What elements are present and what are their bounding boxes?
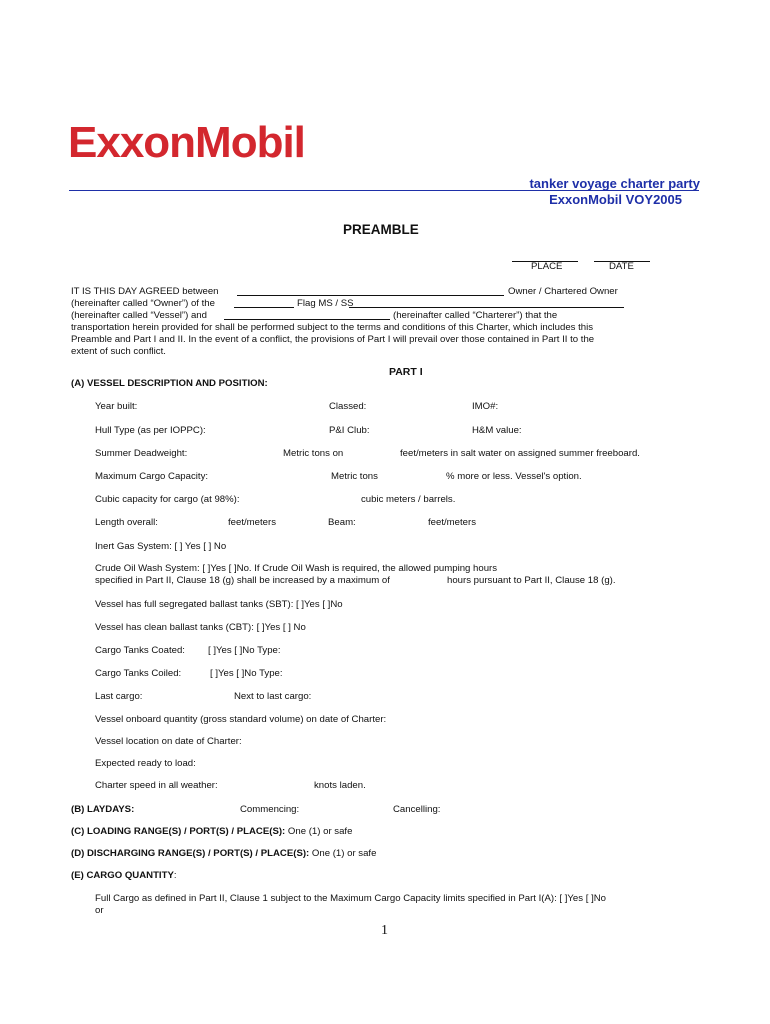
- tanks-coiled-option[interactable]: [ ]Yes [ ]No Type:: [210, 668, 283, 679]
- part1-title: PART I: [389, 366, 423, 378]
- onboard-quantity-label: Vessel onboard quantity (gross standard volume) on date of Charter:: [95, 714, 387, 725]
- exxonmobil-logo: ExxonMobil: [68, 118, 305, 167]
- section-a-heading: (A) VESSEL DESCRIPTION AND POSITION:: [71, 378, 268, 389]
- or-label: or: [95, 905, 104, 916]
- preamble-text-line: Preamble and Part I and II. In the event of a conflict, the provisions of Part I will prevail over those contained in Part II to the: [71, 334, 595, 345]
- preamble-title: PREAMBLE: [343, 222, 419, 237]
- next-to-last-cargo-label: Next to last cargo:: [234, 691, 312, 702]
- section-c-text: One (1) or safe: [285, 826, 353, 837]
- feet-meters-label: feet/meters: [228, 517, 276, 528]
- charterer-called-label: (hereinafter called “Charterer”) that the: [393, 310, 558, 321]
- agreed-between-label: IT IS THIS DAY AGREED between: [71, 286, 219, 297]
- document-type-title: tanker voyage charter party: [529, 176, 700, 191]
- feet-meters-label: feet/meters: [428, 517, 476, 528]
- header-rule: [69, 190, 699, 191]
- place-label: PLACE: [531, 261, 563, 272]
- length-overall-label: Length overall:: [95, 517, 158, 528]
- metric-tons-on-label: Metric tons on: [283, 448, 344, 459]
- section-d-heading: (D) DISCHARGING RANGE(S) / PORT(S) / PLACE(S):: [71, 848, 310, 859]
- max-cargo-capacity-label: Maximum Cargo Capacity:: [95, 471, 209, 482]
- knots-laden-label: knots laden.: [314, 780, 366, 791]
- cbt-option[interactable]: Vessel has clean ballast tanks (CBT): [ ]Yes [ ] No: [95, 622, 306, 633]
- commencing-label: Commencing:: [240, 804, 300, 815]
- preamble-text-line: extent of such conflict.: [71, 346, 166, 357]
- tanks-coated-label: Cargo Tanks Coated:: [95, 645, 185, 656]
- inert-gas-option[interactable]: Inert Gas System: [ ] Yes [ ] No: [95, 541, 227, 552]
- vessel-called-label: (hereinafter called “Vessel”) and: [71, 310, 207, 321]
- section-c-heading: (C) LOADING RANGE(S) / PORT(S) / PLACE(S):: [71, 826, 286, 837]
- date-label: DATE: [609, 261, 634, 272]
- hm-value-label: H&M value:: [472, 425, 522, 436]
- owner-suffix-label: Owner / Chartered Owner: [508, 286, 618, 297]
- freeboard-label: feet/meters in salt water on assigned summer freeboard.: [400, 448, 640, 459]
- hull-type-label: Hull Type (as per IOPPC):: [95, 425, 206, 436]
- cancelling-label: Cancelling:: [393, 804, 441, 815]
- beam-label: Beam:: [328, 517, 356, 528]
- year-built-label: Year built:: [95, 401, 138, 412]
- tanks-coated-option[interactable]: [ ]Yes [ ]No Type:: [208, 645, 281, 656]
- summer-deadweight-label: Summer Deadweight:: [95, 448, 188, 459]
- section-e-colon: :: [173, 870, 177, 881]
- sbt-option[interactable]: Vessel has full segregated ballast tanks (SBT): [ ]Yes [ ]No: [95, 599, 343, 610]
- owner-name-field[interactable]: [237, 286, 504, 296]
- charter-speed-label: Charter speed in all weather:: [95, 780, 218, 791]
- preamble-text-line: transportation herein provided for shall be performed subject to the terms and conditions of this Charter, which includes this: [71, 322, 594, 333]
- flag-field[interactable]: [234, 298, 294, 308]
- form-name: ExxonMobil VOY2005: [549, 192, 682, 207]
- last-cargo-label: Last cargo:: [95, 691, 143, 702]
- full-cargo-option[interactable]: Full Cargo as defined in Part II, Clause 1 subject to the Maximum Cargo Capacity limits specified in Part I(A): [ ]Yes [ ]No: [95, 893, 606, 904]
- metric-tons-label: Metric tons: [331, 471, 378, 482]
- cow-hours-label: specified in Part II, Clause 18 (g) shall be increased by a maximum of: [95, 575, 390, 586]
- crude-oil-wash-option[interactable]: Crude Oil Wash System: [ ]Yes [ ]No. If Crude Oil Wash is required, the allowed pumping hours: [95, 563, 498, 574]
- section-d-text: One (1) or safe: [309, 848, 377, 859]
- section-e-heading: (E) CARGO QUANTITY: [71, 870, 174, 881]
- vessel-name-field[interactable]: [349, 298, 624, 308]
- owner-called-label: (hereinafter called “Owner”) of the: [71, 298, 215, 309]
- section-d-line: [71, 848, 376, 860]
- cubic-meters-label: cubic meters / barrels.: [361, 494, 456, 505]
- ready-to-load-label: Expected ready to load:: [95, 758, 196, 769]
- imo-label: IMO#:: [472, 401, 499, 412]
- section-c-line: [71, 826, 352, 838]
- section-b-heading: (B) LAYDAYS:: [71, 804, 135, 815]
- pi-club-label: P&I Club:: [329, 425, 370, 436]
- more-or-less-label: % more or less. Vessel's option.: [446, 471, 582, 482]
- tanks-coiled-label: Cargo Tanks Coiled:: [95, 668, 182, 679]
- vessel-location-label: Vessel location on date of Charter:: [95, 736, 242, 747]
- page-number: 1: [381, 923, 388, 938]
- cow-hours-suffix: hours pursuant to Part II, Clause 18 (g).: [447, 575, 616, 586]
- classed-label: Classed:: [329, 401, 367, 412]
- flag-label: Flag MS / SS: [297, 298, 354, 309]
- charterer-name-field[interactable]: [224, 310, 390, 320]
- cubic-capacity-label: Cubic capacity for cargo (at 98%):: [95, 494, 240, 505]
- section-e-line: [71, 870, 177, 882]
